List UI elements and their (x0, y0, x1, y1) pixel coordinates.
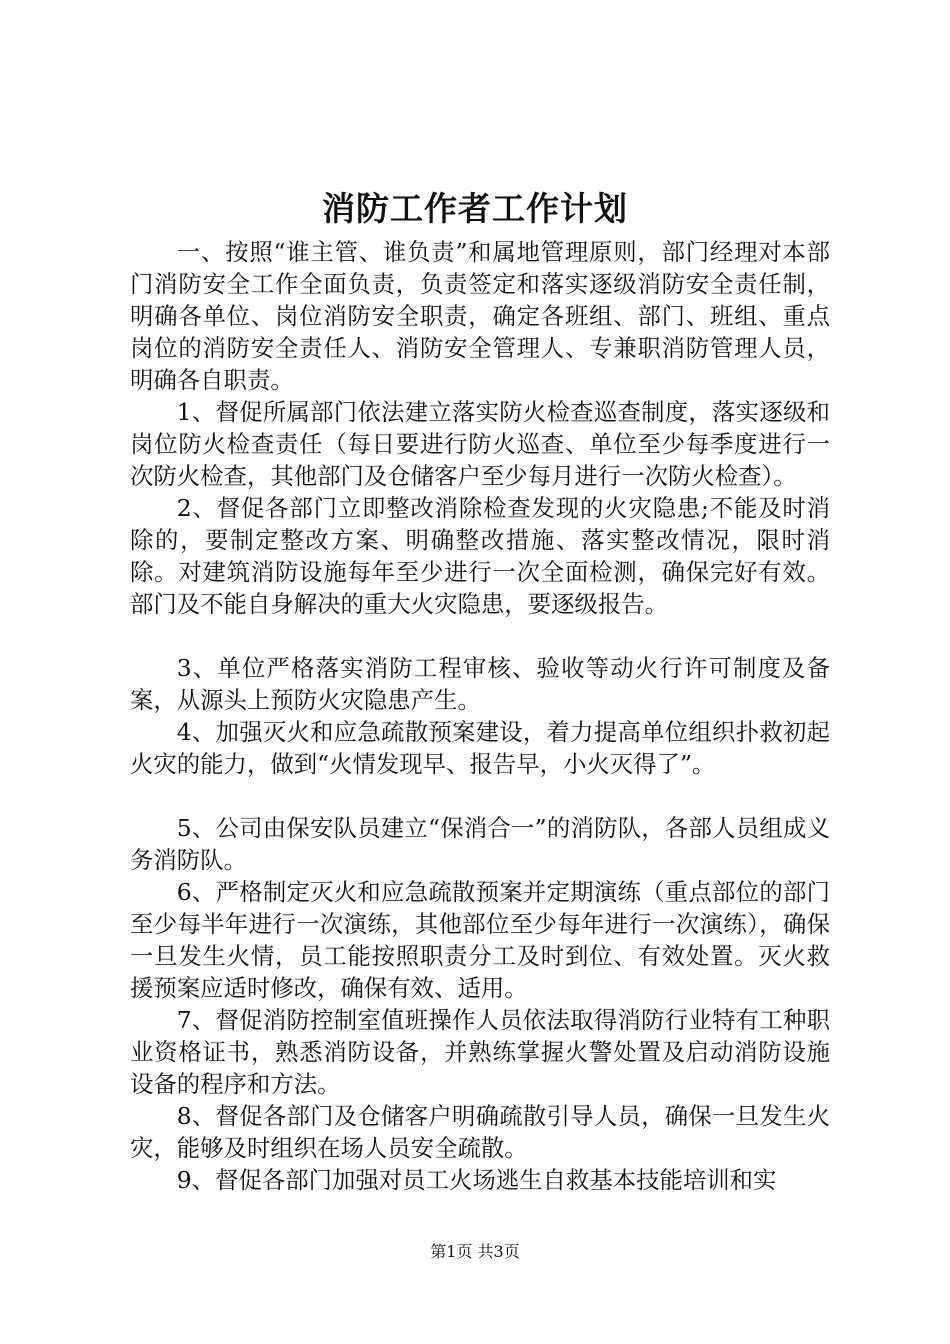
document-body (130, 236, 830, 1196)
paragraph-item-2: 2、督促各部门立即整改消除检查发现的火灾隐患;不能及时消除的，要制定整改方案、明确整改措施、落实整改情况，限时消除。对建筑消防设施每年至少进行一次全面检测，确保完好有效。部门及不能自身解决的重大火灾隐患，要逐级报告。 (130, 494, 830, 618)
paragraph-item-7: 7、督促消防控制室值班操作人员依法取得消防行业特有工种职业资格证书，熟悉消防设备，并熟练掌握火警处置及启动消防设施设备的程序和方法。 (130, 1006, 830, 1098)
paragraph-item-5: 5、公司由保安队员建立“保消合一”的消防队，各部人员组成义务消防队。 (130, 814, 830, 874)
paragraph-principle: 一、按照“谁主管、谁负责”和属地管理原则，部门经理对本部门消防安全工作全面负责，负责签定和落实逐级消防安全责任制，明确各单位、岗位消防安全职责，确定各班组、部门、班组、重点岗位的消防安全责任人、消防安全管理人、专兼职消防管理人员，明确各自职责。 (130, 238, 830, 394)
paragraph-item-8: 8、督促各部门及仓储客户明确疏散引导人员，确保一旦发生火灾，能够及时组织在场人员安全疏散。 (130, 1102, 830, 1162)
page-number-footer: 第1页 共3页 (430, 1242, 520, 1261)
paragraph-item-4: 4、加强灭火和应急疏散预案建设，着力提高单位组织扑救初起火灾的能力，做到“火情发现早、报告早，小火灭得了”。 (130, 718, 830, 778)
document-title: 消防工作者工作计划 (322, 189, 628, 228)
paragraph-item-3: 3、单位严格落实消防工程审核、验收等动火行许可制度及备案，从源头上预防火灾隐患产生。 (130, 654, 830, 714)
paragraph-item-6: 6、严格制定灭火和应急疏散预案并定期演练（重点部位的部门至少每半年进行一次演练，其他部位至少每年进行一次演练），确保一旦发生火情，员工能按照职责分工及时到位、有效处置。灭火救援预案应适时修改，确保有效、适用。 (130, 878, 830, 1002)
paragraph-item-1: 1、督促所属部门依法建立落实防火检查巡查制度，落实逐级和岗位防火检查责任（每日要进行防火巡查、单位至少每季度进行一次防火检查，其他部门及仓储客户至少每月进行一次防火检查）。 (130, 398, 830, 490)
paragraph-item-9: 9、督促各部门加强对员工火场逃生自救基本技能培训和实 (176, 1166, 777, 1194)
